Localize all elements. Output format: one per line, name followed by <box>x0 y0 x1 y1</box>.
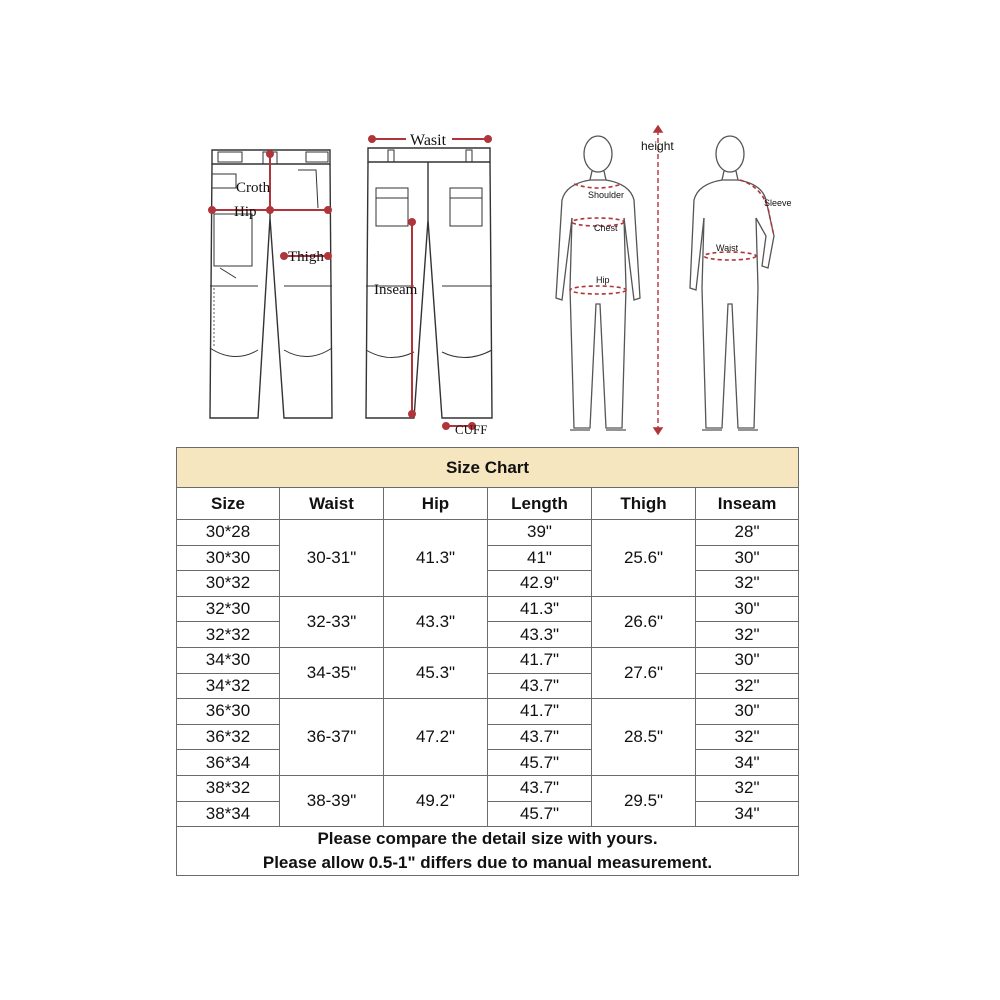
size-cell: 38*32 <box>177 775 280 801</box>
inseam-cell: 28" <box>696 520 799 546</box>
waist-cell: 34-35" <box>280 647 384 698</box>
table-row <box>177 622 799 648</box>
inseam-cell: 34" <box>696 801 799 827</box>
notes-cell <box>177 827 799 876</box>
length-cell: 42.9" <box>488 571 592 597</box>
back-body-drawing <box>690 136 774 430</box>
col-header-thigh: Thigh <box>592 488 696 520</box>
thigh-cell: 27.6" <box>592 647 696 698</box>
col-header-hip: Hip <box>384 488 488 520</box>
thigh-cell: 28.5" <box>592 699 696 776</box>
length-cell: 41.7" <box>488 699 592 725</box>
table-row <box>177 801 799 827</box>
size-cell: 30*30 <box>177 545 280 571</box>
size-chart-table <box>176 447 799 876</box>
length-cell: 43.7" <box>488 724 592 750</box>
size-cell: 34*32 <box>177 673 280 699</box>
body-waist-label: Waist <box>716 243 739 253</box>
inseam-cell: 30" <box>696 699 799 725</box>
inseam-cell: 30" <box>696 596 799 622</box>
height-measure-line <box>654 126 662 434</box>
note-allowance: Please allow 0.5-1" differs due to manual measurement. <box>262 853 713 873</box>
hip-cell: 47.2" <box>384 699 488 776</box>
size-cell: 36*30 <box>177 699 280 725</box>
length-cell: 41.3" <box>488 596 592 622</box>
table-row <box>177 647 799 673</box>
waist-cell: 32-33" <box>280 596 384 647</box>
size-cell: 30*32 <box>177 571 280 597</box>
table-row <box>177 699 799 725</box>
measurement-illustration <box>170 118 830 443</box>
crotch-label: Croth <box>236 180 271 196</box>
hip-cell: 49.2" <box>384 775 488 826</box>
inseam-cell: 32" <box>696 571 799 597</box>
table-row <box>177 673 799 699</box>
waist-cell: 30-31" <box>280 520 384 597</box>
inseam-cell: 30" <box>696 647 799 673</box>
inseam-cell: 34" <box>696 750 799 776</box>
size-cell: 30*28 <box>177 520 280 546</box>
hip-cell: 45.3" <box>384 647 488 698</box>
size-cell: 32*32 <box>177 622 280 648</box>
table-row <box>177 750 799 776</box>
thigh-cell: 29.5" <box>592 775 696 826</box>
sleeve-label: Sleeve <box>764 198 792 208</box>
hip-cell: 43.3" <box>384 596 488 647</box>
table-row <box>177 571 799 597</box>
notes-row <box>177 827 799 876</box>
measurement-diagram-svg <box>170 118 830 443</box>
inseam-label: Inseam <box>374 282 418 298</box>
inseam-cell: 30" <box>696 545 799 571</box>
inseam-cell: 32" <box>696 622 799 648</box>
waist-label: Wasit <box>410 132 447 149</box>
note-compare: Please compare the detail size with yours. <box>317 829 658 849</box>
size-cell: 38*34 <box>177 801 280 827</box>
thigh-cell: 26.6" <box>592 596 696 647</box>
height-label: height <box>641 139 674 153</box>
length-cell: 45.7" <box>488 750 592 776</box>
table-row <box>177 596 799 622</box>
table-row <box>177 775 799 801</box>
length-cell: 43.7" <box>488 673 592 699</box>
column-header-row <box>177 488 799 520</box>
size-cell: 34*30 <box>177 647 280 673</box>
table-row <box>177 545 799 571</box>
cuff-label: CUFF <box>455 422 488 437</box>
length-cell: 43.3" <box>488 622 592 648</box>
size-cell: 36*32 <box>177 724 280 750</box>
size-chart-title: Size Chart <box>177 448 799 488</box>
col-header-length: Length <box>488 488 592 520</box>
size-chart-container <box>176 447 798 876</box>
thigh-cell: 25.6" <box>592 520 696 597</box>
inseam-cell: 32" <box>696 775 799 801</box>
table-row <box>177 520 799 546</box>
length-cell: 41.7" <box>488 647 592 673</box>
waist-cell: 36-37" <box>280 699 384 776</box>
length-cell: 45.7" <box>488 801 592 827</box>
col-header-waist: Waist <box>280 488 384 520</box>
pants-hip-label: Hip <box>234 204 257 220</box>
inseam-cell: 32" <box>696 724 799 750</box>
col-header-size: Size <box>177 488 280 520</box>
length-cell: 43.7" <box>488 775 592 801</box>
chest-label: Chest <box>594 223 618 233</box>
hip-cell: 41.3" <box>384 520 488 597</box>
length-cell: 41" <box>488 545 592 571</box>
inseam-cell: 32" <box>696 673 799 699</box>
size-cell: 32*30 <box>177 596 280 622</box>
col-header-inseam: Inseam <box>696 488 799 520</box>
shoulder-label: Shoulder <box>588 190 625 200</box>
back-body-measure-lines <box>704 180 774 260</box>
length-cell: 39" <box>488 520 592 546</box>
size-cell: 36*34 <box>177 750 280 776</box>
waist-cell: 38-39" <box>280 775 384 826</box>
front-pants-measure-lines <box>209 151 331 259</box>
table-row <box>177 724 799 750</box>
body-hip-label: Hip <box>596 275 610 285</box>
thigh-label: Thigh <box>288 249 324 265</box>
